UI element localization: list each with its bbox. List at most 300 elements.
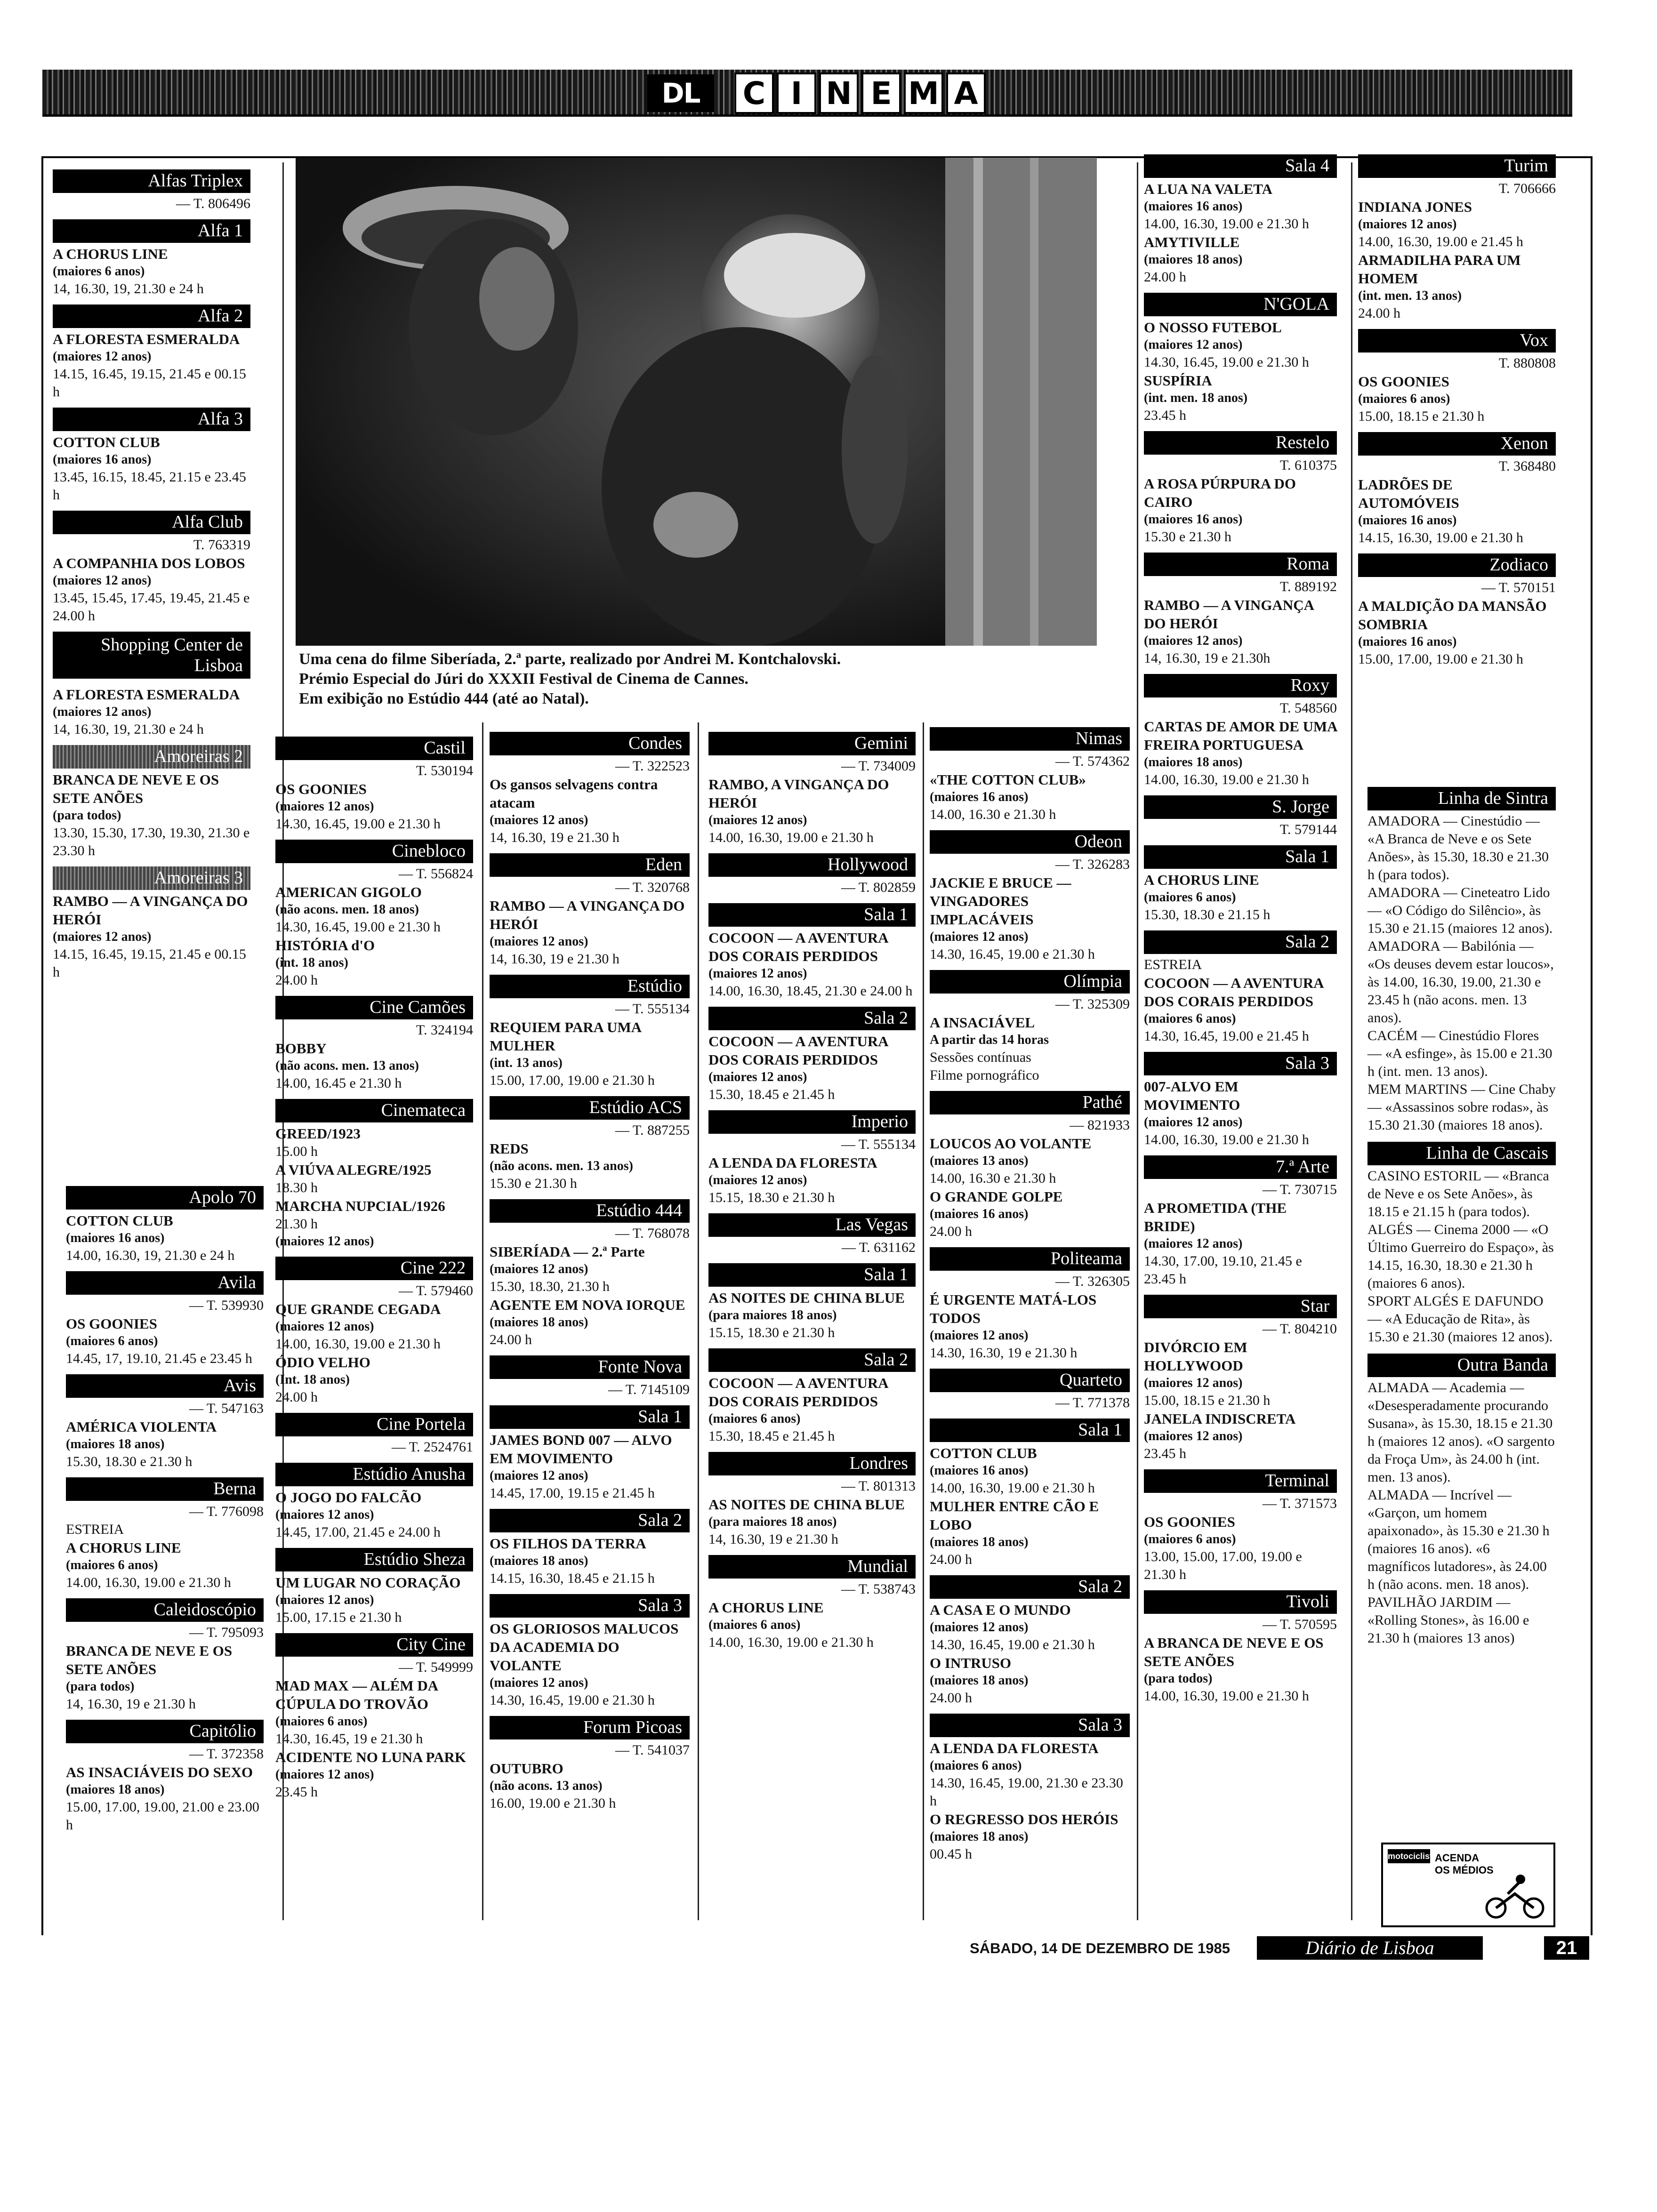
film-title: A BRANCA DE NEVE E OS SETE ANÕES — [1144, 1635, 1324, 1669]
film-title: AMÉRICA VIOLENTA — [66, 1419, 217, 1435]
film-title: A LUA NA VALETA — [1144, 181, 1273, 197]
cinema-listing — [708, 1452, 916, 1548]
cinema-listing — [708, 903, 916, 1000]
phone-number: — T. 804210 — [1262, 1321, 1337, 1337]
phone-number: T. 889192 — [1279, 579, 1337, 594]
showtimes: 23.45 h — [1144, 408, 1186, 423]
cinema-listing — [1144, 1469, 1337, 1584]
column-divider — [482, 722, 483, 1920]
showtimes: 15.00, 18.15 e 21.30 h — [1144, 1393, 1271, 1408]
cinema-name-bar: Londres — [708, 1452, 916, 1475]
age-rating: (para maiores 18 anos) — [708, 1515, 837, 1529]
cinema-listing — [53, 632, 250, 679]
cinema-listing — [930, 1091, 1130, 1241]
title-letter: E — [861, 72, 901, 114]
film-title: RAMBO — A VINGANÇA DO HERÓI — [53, 893, 248, 928]
age-rating: (maiores 6 anos) — [53, 264, 145, 279]
cinema-name-bar: Amoreiras 2 — [53, 745, 250, 769]
cinema-listing — [930, 970, 1130, 1084]
showtimes: 13.30, 15.30, 17.30, 19.30, 21.30 e 23.30 h — [53, 825, 250, 858]
film-title: OS GLORIOSOS MALUCOS DA ACADEMIA DO VOLANTE — [490, 1620, 679, 1674]
showtimes: 16.00, 19.00 e 21.30 h — [490, 1795, 616, 1811]
cinema-name-bar: Estúdio — [490, 975, 690, 998]
cinema-listing — [1144, 431, 1337, 546]
age-rating: (int. 18 anos) — [275, 955, 348, 970]
cinema-listing — [66, 1186, 264, 1265]
phone-number: — T. 555134 — [615, 1001, 690, 1017]
cinema-listing — [1358, 329, 1556, 425]
cinema-name-bar: Sala 1 — [930, 1419, 1130, 1442]
film-title: COTTON CLUB — [53, 434, 160, 450]
film-title: O INTRUSO — [930, 1655, 1012, 1671]
cinema-listing — [53, 169, 250, 213]
cinema-listing — [275, 1548, 473, 1627]
phone-number: — T. 574362 — [1055, 753, 1130, 769]
showtimes: 15.30 e 21.30 h — [1144, 529, 1231, 545]
film-title: SIBERÍADA — 2.ª Parte — [490, 1243, 645, 1260]
film-title: O JOGO DO FALCÃO — [275, 1489, 422, 1506]
cinema-name-bar: Xenon — [1358, 432, 1556, 456]
cinema-listing — [1144, 154, 1337, 286]
column-3 — [490, 732, 690, 1819]
film-title: CARTAS DE AMOR DE UMA FREIRA PORTUGUESA — [1144, 718, 1337, 753]
phone-number: — T. 541037 — [615, 1742, 690, 1758]
showtimes: 14.30, 16.45, 19.00, 21.30 e 23.30 h — [930, 1775, 1123, 1809]
cinema-listing — [275, 840, 473, 989]
film-title: ARMADILHA PARA UM HOMEM — [1358, 252, 1521, 287]
cinema-name-bar: Sala 2 — [708, 1007, 916, 1030]
cinema-name-bar: Castil — [275, 737, 473, 760]
cinema-listing — [66, 1598, 264, 1713]
age-rating: (maiores 12 anos) — [1358, 217, 1457, 232]
cinema-listing — [275, 1633, 473, 1801]
cinema-name-bar: Fonte Nova — [490, 1355, 690, 1379]
film-title: OS FILHOS DA TERRA — [490, 1535, 646, 1552]
showtimes: 15.30, 18.45 e 21.45 h — [708, 1087, 835, 1102]
film-title: SUSPÍRIA — [1144, 372, 1212, 389]
cinema-name-bar: Las Vegas — [708, 1213, 916, 1237]
film-title: ACIDENTE NO LUNA PARK — [275, 1749, 467, 1765]
phone-number: T. 530194 — [416, 763, 473, 778]
phone-number: — T. 579460 — [398, 1283, 473, 1298]
film-title: OS GOONIES — [275, 781, 367, 797]
cinema-name-bar: 7.ª Arte — [1144, 1155, 1337, 1179]
film-title: COCOON — A AVENTURA DOS CORAIS PERDIDOS — [708, 1375, 888, 1410]
showtimes: 15.30, 18.45 e 21.45 h — [708, 1428, 835, 1444]
age-rating: (maiores 12 anos) — [53, 573, 152, 588]
film-title: REDS — [490, 1140, 529, 1157]
film-title: BRANCA DE NEVE E OS SETE ANÕES — [66, 1643, 233, 1677]
film-title: A COMPANHIA DOS LOBOS — [53, 555, 245, 571]
cinema-name-bar: Zodiaco — [1358, 553, 1556, 577]
cinema-listing — [275, 1413, 473, 1456]
column-7 — [1358, 154, 1556, 675]
film-title: QUE GRANDE CEGADA — [275, 1301, 441, 1317]
age-rating: (para todos) — [66, 1679, 135, 1694]
phone-number: T. 548560 — [1279, 700, 1337, 716]
age-rating: (maiores 12 anos) — [930, 1620, 1029, 1635]
film-title: MAD MAX — ALÉM DA CÚPULA DO TROVÃO — [275, 1677, 438, 1712]
showtimes: 14, 16.30, 19, 21.30 e 24 h — [53, 721, 204, 737]
film-title: É URGENTE MATÁ-LOS TODOS — [930, 1291, 1097, 1326]
showtimes: 15.00 h — [275, 1144, 318, 1159]
showtimes: 14.00, 16.30, 19.00 e 21.30 h — [1144, 1132, 1309, 1147]
cinema-name-bar: Mundial — [708, 1555, 916, 1579]
phone-number: T. 763319 — [193, 537, 250, 553]
age-rating: (maiores 18 anos) — [490, 1315, 588, 1330]
issue-date: SÁBADO, 14 DE DEZEMBRO DE 1985 — [970, 1940, 1230, 1956]
film-title: 007-ALVO EM MOVIMENTO — [1144, 1078, 1240, 1113]
cinema-name-bar: Caleidoscópio — [66, 1598, 264, 1622]
phone-number: — T. 768078 — [615, 1226, 690, 1241]
film-title: OS GOONIES — [1144, 1514, 1235, 1530]
showtimes: 14.30, 16.45, 19.00 e 21.30 h — [275, 816, 441, 832]
showtimes: 14.15, 16.30, 18.45 e 21.15 h — [490, 1571, 655, 1586]
region-bar-sintra: Linha de Sintra — [1367, 787, 1556, 810]
showtimes: 14.00, 16.30, 19.00 e 21.30 h — [708, 830, 874, 845]
phone-number: — T. 801313 — [841, 1478, 916, 1494]
film-title: JACKIE E BRUCE — VINGADORES IMPLACÁVEIS — [930, 874, 1071, 928]
age-rating: (não acons. men. 13 anos) — [275, 1058, 419, 1073]
age-rating: (maiores 12 anos) — [930, 1328, 1029, 1343]
film-title: A INSACIÁVEL — [930, 1014, 1035, 1031]
film-title: AGENTE EM NOVA IORQUE — [490, 1297, 685, 1313]
showtimes: 15.30 e 21.30 h — [490, 1176, 577, 1191]
showtimes: 14.30, 16.30, 19 e 21.30 h — [930, 1345, 1078, 1361]
showtimes: 24.00 h — [930, 1224, 972, 1239]
showtimes: 00.45 h — [930, 1846, 972, 1862]
region-entry: MEM MARTINS — Cine Chaby — «Assassinos sobre rodas», às 15.30 21.30 (maiores 18 anos). — [1367, 1082, 1556, 1133]
cinema-listing — [490, 732, 690, 847]
age-rating: (Int. 18 anos) — [275, 1372, 350, 1387]
age-rating: (maiores 6 anos) — [1358, 392, 1450, 406]
showtimes: Sessões contínuas — [930, 1050, 1031, 1065]
age-rating: (maiores 6 anos) — [930, 1758, 1022, 1773]
cinema-listing — [1144, 1155, 1337, 1288]
film-title: COCOON — A AVENTURA DOS CORAIS PERDIDOS — [708, 930, 888, 964]
cinema-name-bar: Cine Camões — [275, 996, 473, 1019]
age-rating: (maiores 12 anos) — [1144, 337, 1243, 352]
region-entry: AMADORA — Cineteatro Lido — «O Código do Silêncio», às 15.30 e 21.15 (maiores 12 anos). — [1367, 885, 1553, 936]
age-rating: (maiores 12 anos) — [275, 799, 374, 814]
cinema-name-bar: Cine 222 — [275, 1257, 473, 1280]
cinema-listing — [66, 1271, 264, 1368]
cinema-name-bar: Cinemateca — [275, 1099, 473, 1122]
age-rating: (não acons. men. 13 anos) — [490, 1159, 633, 1173]
cinema-name-bar: Shopping Center de Lisboa — [53, 632, 250, 679]
phone-number: T. 610375 — [1279, 457, 1337, 473]
showtimes: 14.15, 16.45, 19.15, 21.45 e 00.15 h — [53, 366, 246, 400]
cinema-listing — [930, 1369, 1130, 1412]
phone-number: — T. 547163 — [189, 1401, 264, 1416]
film-title: AMYTIVILLE — [1144, 234, 1240, 250]
age-rating: (maiores 12 anos) — [53, 930, 152, 944]
cinema-listing — [708, 732, 916, 847]
cinema-listing — [53, 511, 250, 625]
age-rating: (maiores 6 anos) — [708, 1618, 801, 1632]
film-title: BRANCA DE NEVE E OS SETE ANÕES — [53, 771, 219, 806]
cinema-name-bar: Roma — [1144, 553, 1337, 576]
cinema-listing — [930, 727, 1130, 824]
caption-line: Prémio Especial do Júri do XXXII Festival de Cinema de Cannes. — [299, 670, 748, 688]
cinema-listing — [53, 745, 250, 860]
showtimes: 14.00, 16.30, 19.00 e 21.30 h — [930, 1480, 1095, 1496]
age-rating: (maiores 12 anos) — [930, 930, 1029, 944]
region-entry: AMADORA — Cinestúdio — «A Branca de Neve e os Sete Anões», às 15.30, 18.30 e 21.30 h (para todos). — [1367, 813, 1549, 882]
cinema-listing — [930, 1419, 1130, 1569]
film-title: A PROMETIDA (THE BRIDE) — [1144, 1200, 1287, 1234]
age-rating: (maiores 16 anos) — [1358, 513, 1457, 528]
cinema-name-bar: Hollywood — [708, 853, 916, 877]
film-title: AS NOITES DE CHINA BLUE — [708, 1290, 905, 1306]
cinema-name-bar: Alfas Triplex — [53, 169, 250, 193]
age-rating: (maiores 16 anos) — [53, 452, 152, 467]
age-rating: (maiores 12 anos) — [275, 1767, 374, 1782]
film-title: REQUIEM PARA UMA MULHER — [490, 1019, 641, 1054]
cinema-name-bar: Alfa Club — [53, 511, 250, 534]
film-title: A CHORUS LINE — [708, 1599, 824, 1616]
region-entry: PAVILHÃO JARDIM — «Rolling Stones», às 16.00 e 21.30 h (maiores 13 anos) — [1367, 1595, 1529, 1646]
title-letter: A — [946, 72, 986, 114]
region-bar-cascais: Linha de Cascais — [1367, 1142, 1556, 1165]
cinema-name-bar: N'GOLA — [1144, 293, 1337, 316]
showtimes: 14.00, 16.45 e 21.30 h — [275, 1075, 402, 1091]
photo-caption — [299, 649, 1005, 709]
film-title: HISTÓRIA d'O — [275, 937, 375, 954]
age-rating: (int. men. 18 anos) — [1144, 391, 1248, 405]
film-title: O GRANDE GOLPE — [930, 1188, 1063, 1205]
phone-number: — 821933 — [1070, 1117, 1130, 1133]
cinema-listing — [1358, 432, 1556, 547]
film-title: O NOSSO FUTEBOL — [1144, 319, 1282, 336]
showtimes: 15.30, 18.30, 21.30 h — [490, 1279, 610, 1294]
cinema-name-bar: Roxy — [1144, 674, 1337, 697]
age-rating: (maiores 12 anos) — [490, 934, 588, 949]
film-title: BOBBY — [275, 1040, 327, 1057]
age-rating: (maiores 18 anos) — [1144, 755, 1243, 769]
cinema-listing — [53, 408, 250, 504]
film-title: A LENDA DA FLORESTA — [930, 1740, 1099, 1756]
column-2 — [275, 737, 473, 1808]
age-rating: (maiores 12 anos) — [490, 1675, 588, 1690]
cinema-listing — [490, 1355, 690, 1399]
age-rating: (maiores 12 anos) — [53, 705, 152, 719]
phone-number: — T. 887255 — [615, 1122, 690, 1138]
cinema-name-bar: Odeon — [930, 830, 1130, 854]
column-1-bottom — [66, 1186, 264, 1841]
cinema-listing — [1144, 930, 1337, 1045]
cinema-name-bar: Sala 1 — [708, 903, 916, 927]
film-title: MULHER ENTRE CÃO E LOBO — [930, 1498, 1099, 1533]
cinema-name-bar: Alfa 2 — [53, 305, 250, 328]
film-title: OS GOONIES — [66, 1315, 157, 1332]
motorcyclist-icon — [1482, 1873, 1548, 1920]
age-rating: (maiores 6 anos) — [1144, 1011, 1236, 1026]
showtimes: 14.30, 17.00, 19.10, 21.45 e 23.45 h — [1144, 1253, 1302, 1287]
age-rating: (maiores 6 anos) — [66, 1558, 158, 1572]
age-rating: (não acons. 13 anos) — [490, 1779, 603, 1793]
cinema-listing — [66, 1374, 264, 1471]
age-rating: (maiores 6 anos) — [1144, 890, 1236, 905]
age-rating: (maiores 12 anos) — [275, 1234, 374, 1249]
phone-number: — T. 730715 — [1262, 1182, 1337, 1197]
cinema-name-bar: Turim — [1358, 154, 1556, 178]
film-title: RAMBO — A VINGANÇA DO HERÓI — [1144, 597, 1314, 632]
cinema-name-bar: City Cine — [275, 1633, 473, 1657]
phone-number: — T. 570595 — [1262, 1617, 1337, 1632]
age-rating: (int. men. 13 anos) — [1358, 289, 1462, 303]
showtimes: 14.00, 16.30, 19.00 e 21.30 h — [1144, 216, 1309, 232]
phone-number: — T. 320768 — [615, 880, 690, 895]
age-rating: (maiores 12 anos) — [708, 813, 807, 827]
cinema-name-bar: Quarteto — [930, 1369, 1130, 1392]
cinema-listing — [930, 1714, 1130, 1863]
cinema-name-bar: Restelo — [1144, 431, 1337, 455]
age-rating: (maiores 16 anos) — [930, 1207, 1029, 1221]
showtimes: 15.00, 17.00, 19.00, 21.00 e 23.00 h — [66, 1799, 259, 1833]
film-title: A VIÚVA ALEGRE/1925 — [275, 1162, 432, 1178]
showtimes: 23.45 h — [275, 1784, 318, 1800]
cinema-name-bar: Pathé — [930, 1091, 1130, 1114]
phone-number: — T. 570151 — [1481, 580, 1556, 595]
cinema-name-bar: Sala 1 — [1144, 845, 1337, 869]
showtimes: 24.00 h — [275, 972, 318, 988]
showtimes: 14.30, 16.45, 19.00 e 21.30 h — [490, 1692, 655, 1708]
showtimes: 15.00, 17.15 e 21.30 h — [275, 1610, 402, 1625]
age-rating: (maiores 18 anos) — [490, 1554, 588, 1568]
phone-number: — T. 776098 — [189, 1504, 264, 1519]
phone-number: — T. 372358 — [189, 1746, 264, 1762]
cinema-name-bar: Sala 2 — [708, 1348, 916, 1372]
column-5 — [930, 727, 1130, 1870]
cinema-listing — [708, 1263, 916, 1342]
cinema-name-bar: Apolo 70 — [66, 1186, 264, 1210]
cinema-name-bar: Sala 2 — [490, 1509, 690, 1532]
column-divider — [1137, 162, 1138, 1920]
cinema-name-bar: Alfa 3 — [53, 408, 250, 431]
cinema-name-bar: Sala 1 — [490, 1405, 690, 1429]
showtimes: 15.30, 18.30 e 21.15 h — [1144, 907, 1271, 922]
cinema-listing — [490, 1096, 690, 1193]
cinema-name-bar: Star — [1144, 1295, 1337, 1318]
cinema-listing — [53, 305, 250, 401]
film-title: «THE COTTON CLUB» — [930, 771, 1086, 788]
showtimes: 13.45, 15.45, 17.45, 19.45, 21.45 e 24.00 h — [53, 590, 250, 624]
age-rating: A partir das 14 horas — [930, 1033, 1049, 1047]
age-rating: (para maiores 18 anos) — [708, 1308, 837, 1322]
age-rating: (maiores 12 anos) — [1144, 1429, 1243, 1443]
age-rating: (para todos) — [53, 808, 121, 823]
showtimes: 14.30, 16.45, 19 e 21.30 h — [275, 1731, 423, 1747]
column-divider — [923, 722, 924, 1920]
cinema-name-bar: Capitólio — [66, 1720, 264, 1743]
age-rating: (maiores 12 anos) — [490, 1262, 588, 1276]
cinema-listing — [1144, 795, 1337, 839]
showtimes: 24.00 h — [490, 1332, 532, 1347]
film-title: LOUCOS AO VOLANTE — [930, 1135, 1092, 1152]
showtimes: 14.00, 16.30, 18.45, 21.30 e 24.00 h — [708, 983, 913, 999]
age-rating: (maiores 6 anos) — [66, 1334, 158, 1348]
cinema-name-bar: Estúdio Sheza — [275, 1548, 473, 1571]
film-title: A CASA E O MUNDO — [930, 1602, 1071, 1618]
age-rating: (maiores 18 anos) — [66, 1782, 165, 1797]
cinema-name-bar: Sala 2 — [1144, 930, 1337, 954]
showtimes: 14.00, 16.30, 19.00 e 21.30 h — [66, 1575, 231, 1590]
phone-number: — T. 795093 — [189, 1625, 264, 1640]
cinema-listing — [708, 1555, 916, 1651]
age-rating: (maiores 12 anos) — [275, 1507, 374, 1522]
cinema-listing — [708, 1213, 916, 1257]
cinema-name-bar: Avila — [66, 1271, 264, 1295]
phone-number: — T. 771378 — [1055, 1395, 1130, 1411]
age-rating: (maiores 12 anos) — [708, 1070, 807, 1084]
showtimes: 15.30, 18.30 e 21.30 h — [66, 1454, 193, 1469]
cinema-name-bar: Imperio — [708, 1110, 916, 1134]
cinema-name-bar: Politeama — [930, 1247, 1130, 1271]
age-rating: (maiores 18 anos) — [930, 1829, 1029, 1844]
film-title: AS NOITES DE CHINA BLUE — [708, 1496, 905, 1513]
age-rating: (maiores 18 anos) — [66, 1437, 165, 1451]
showtimes: 15.00, 17.00, 19.00 e 21.30 h — [490, 1073, 655, 1088]
cinema-name-bar: Nimas — [930, 727, 1130, 751]
cinema-listing — [66, 1477, 264, 1592]
age-rating: (maiores 16 anos) — [1144, 512, 1243, 527]
cinema-name-bar: Vox — [1358, 329, 1556, 353]
cinema-name-bar: Berna — [66, 1477, 264, 1501]
cinema-listing — [1144, 553, 1337, 667]
cinema-listing — [275, 1257, 473, 1406]
phone-number: — T. 802859 — [841, 880, 916, 895]
cinema-name-bar: Estúdio ACS — [490, 1096, 690, 1120]
cinema-name-bar: Cinebloco — [275, 840, 473, 863]
showtimes: 23.45 h — [1144, 1446, 1186, 1461]
region-entry: CASINO ESTORIL — «Branca de Neve e os Sete Anões», às 18.15 e 21.15 h (para todos). — [1367, 1168, 1549, 1219]
showtimes: 14.00, 16.30, 19, 21.30 e 24 h — [66, 1248, 235, 1263]
cinema-name-bar: Sala 4 — [1144, 154, 1337, 178]
cinema-name-bar: Estúdio 444 — [490, 1199, 690, 1223]
premiere-label: ESTREIA — [1144, 957, 1202, 972]
cinema-name-bar: Tivoli — [1144, 1590, 1337, 1614]
film-title: LADRÕES DE AUTOMÓVEIS — [1358, 476, 1459, 511]
showtimes: Filme pornográfico — [930, 1067, 1039, 1083]
showtimes: 14.30, 16.45, 19.00 e 21.45 h — [1144, 1028, 1309, 1044]
cinema-name-bar: Alfa 1 — [53, 219, 250, 243]
cinema-listing — [1144, 1052, 1337, 1149]
showtimes: 14.00, 16.30, 19.00 e 21.30 h — [708, 1635, 874, 1650]
ad-logo: motociclista — [1388, 1849, 1430, 1863]
age-rating: (maiores 6 anos) — [1144, 1532, 1236, 1547]
cinema-name-bar: Sala 1 — [708, 1263, 916, 1287]
showtimes: 14, 16.30, 19 e 21.30 h — [66, 1696, 196, 1712]
cinema-listing — [1144, 1590, 1337, 1705]
cinema-listing — [930, 830, 1130, 963]
age-rating: (maiores 12 anos) — [1144, 1236, 1243, 1251]
region-entry: CACÉM — Cinestúdio Flores — «A esfinge», às 15.00 e 21.30 h (int. men. 13 anos). — [1367, 1028, 1552, 1079]
title-letter: N — [819, 72, 859, 114]
ad-line: OS MÉDIOS — [1435, 1864, 1494, 1876]
ad-line: ACENDA — [1435, 1852, 1480, 1864]
showtimes: 14.00, 16.30, 19.00 e 21.45 h — [1358, 234, 1523, 249]
phone-number: — T. 549999 — [398, 1659, 473, 1675]
cinema-listing — [708, 1348, 916, 1445]
film-title: UM LUGAR NO CORAÇÃO — [275, 1574, 461, 1591]
film-title: ÓDIO VELHO — [275, 1354, 370, 1370]
caption-line: Uma cena do filme Siberíada, 2.ª parte, realizado por Andrei M. Kontchalovski. — [299, 650, 841, 668]
age-rating: (para todos) — [1144, 1671, 1213, 1686]
phone-number: T. 368480 — [1498, 458, 1556, 474]
phone-number: — T. 325309 — [1055, 996, 1130, 1012]
cinema-listing — [1144, 674, 1337, 789]
